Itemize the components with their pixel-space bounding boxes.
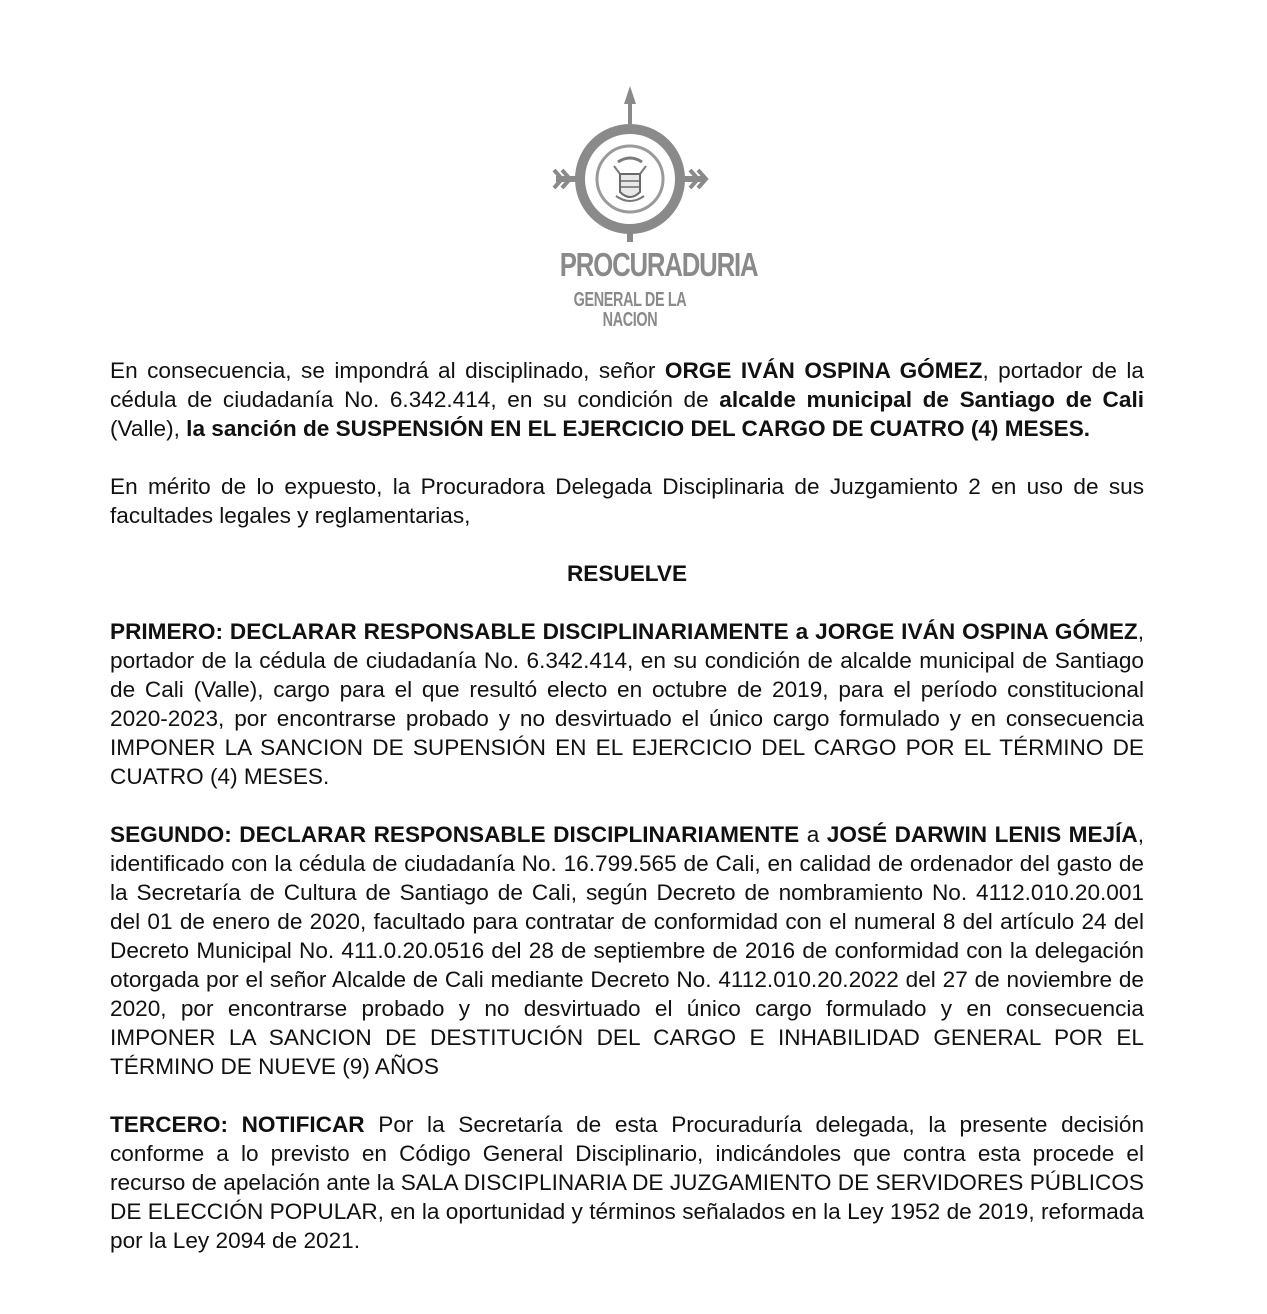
logo-title: PROCURADURIA — [559, 246, 758, 283]
article-text: , portador de la cédula de ciudadanía No. 6.342.414, en su condición de alcalde municipal de Santiago de Cali (Valle), cargo para el que resultó electo en octubre de 2019, para el período constitucional 2020-2023, por encontrarse probado y no desvirtuado el único cargo formulado y en consecuencia IMPONER LA SANCION DE SUPENSIÓN EN EL EJERCICIO DEL CARGO POR EL TÉRMINO DE CUATRO (4) MESES. — [110, 619, 1144, 789]
resolve-heading: RESUELVE — [566, 561, 688, 586]
person-name: JOSÉ DARWIN LENIS MEJÍA — [826, 822, 1138, 847]
article-label: PRIMERO: DECLARAR RESPONSABLE DISCIPLINARIAMENTE a JORGE IVÁN OSPINA GÓMEZ — [110, 619, 1138, 644]
seal-icon — [540, 84, 720, 244]
paragraph-consequence — [110, 356, 1144, 443]
text-span: a — [799, 822, 827, 847]
article-text: Por la Secretaría de esta Procuraduría delegada, la presente decisión conforme a lo previsto en Código General Disciplinario, indicándoles que contra esta procede el recurso de apelación ante la SALA DISCIPLINARIA DE JUZGAMIENTO DE SERVIDORES PÚBLICOS DE ELECCIÓN POPULAR, en la oportunidad y términos señalados en la Ley 1952 de 2019, reformada por la Ley 2094 de 2021. — [110, 1112, 1145, 1253]
article-label: TERCERO: NOTIFICAR — [110, 1112, 365, 1137]
article-label: SEGUNDO: DECLARAR RESPONSABLE DISCIPLINARIAMENTE — [110, 822, 800, 847]
role-text: alcalde municipal de Santiago de Cali — [719, 387, 1144, 412]
paragraph-merit: En mérito de lo expuesto, la Procuradora Delegada Disciplinaria de Juzgamiento 2 en uso de sus facultades legales y reglamentarias, — [110, 474, 1144, 528]
article-segundo — [110, 820, 1144, 1081]
text-span: , portador de la cédula de ciudadanía No. 6.342.414, en su condición de — [110, 358, 1144, 412]
sanction-text: la sanción de SUSPENSIÓN EN EL EJERCICIO DEL CARGO DE CUATRO (4) MESES. — [186, 416, 1091, 441]
text-span: En consecuencia, se impondrá al disciplinado, señor — [110, 358, 665, 383]
article-tercero — [110, 1110, 1144, 1255]
procuraduria-logo — [540, 84, 758, 331]
article-text: , identificado con la cédula de ciudadanía No. 16.799.565 de Cali, en calidad de ordenador del gasto de la Secretaría de Cultura de Santiago de Cali, según Decreto de nombramiento No. 4112.010.20.001 del 01 de enero de 2020, facultado para contratar de conformidad con el numeral 8 del artículo 24 del Decreto Municipal No. 411.0.20.0516 del 28 de septiembre de 2016 de conformidad con la delegación otorgada por el señor Alcalde de Cali mediante Decreto No. 4112.010.20.2022 del 27 de noviembre de 2020, por encontrarse probado y no desvirtuado el único cargo formulado y en consecuencia IMPONER LA SANCION DE DESTITUCIÓN DEL CARGO E INHABILIDAD GENERAL POR EL TÉRMINO DE NUEVE (9) AÑOS — [110, 822, 1145, 1079]
document-body — [110, 356, 1144, 1284]
article-primero — [110, 617, 1144, 791]
disciplined-name: ORGE IVÁN OSPINA GÓMEZ — [664, 358, 983, 383]
logo-subtitle: GENERAL DE LA NACION — [573, 289, 687, 331]
text-span: (Valle), — [110, 416, 187, 441]
